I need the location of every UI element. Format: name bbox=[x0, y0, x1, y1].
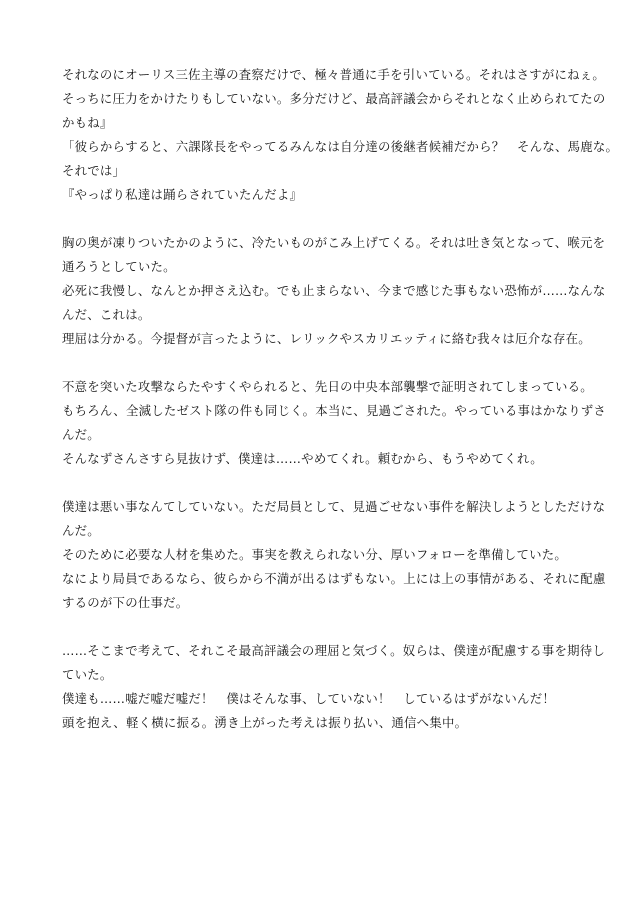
text-line: 「彼らからすると、六課隊長をやってるみんなは自分達の後継者候補だから？ そんな、馬鹿な。 bbox=[62, 139, 619, 154]
paragraph-gap bbox=[62, 615, 582, 639]
text-line: なにより局員であるなら、彼らから不満が出るはずもない。上には上の事情がある、それに配慮 bbox=[62, 571, 606, 586]
paragraph bbox=[62, 231, 606, 279]
text-line: んだ、これは。 bbox=[62, 307, 151, 322]
text-line: 理屈は分かる。今提督が言ったように、レリックやスカリエッティに絡む我々は厄介な存在。 bbox=[62, 331, 591, 346]
text-line: かもね』 bbox=[62, 115, 113, 130]
paragraph-gap bbox=[62, 351, 582, 375]
paragraph bbox=[62, 687, 582, 711]
paragraph bbox=[62, 639, 606, 687]
paragraph bbox=[62, 711, 582, 735]
paragraph-gap bbox=[62, 471, 582, 495]
text-line: 僕達は悪い事なんてしていない。ただ局員として、見過ごせない事件を解決しようとしただけな bbox=[62, 499, 606, 514]
text-line: ていた。 bbox=[62, 667, 113, 682]
text-line: 胸の奥が凍りついたかのように、冷たいものがこみ上げてくる。それは吐き気となって、喉元を bbox=[62, 235, 606, 250]
document-body bbox=[62, 63, 619, 735]
text-line: 必死に我慢し、なんとか押さえ込む。でも止まらない、今まで感じた事もない恐怖が……なんな bbox=[62, 283, 606, 298]
paragraph bbox=[62, 87, 606, 135]
paragraph bbox=[62, 399, 607, 447]
paragraph bbox=[62, 375, 593, 399]
text-line: んだ。 bbox=[62, 523, 100, 538]
paragraph bbox=[62, 543, 582, 567]
text-line: そのために必要な人材を集めた。事実を教えられない分、厚いフォローを準備していた。 bbox=[62, 547, 568, 562]
text-line: 僕達も……嘘だ嘘だ嘘だ！ 僕はそんな事、していない！ しているはずがないんだ！ bbox=[62, 691, 555, 706]
paragraph bbox=[62, 183, 582, 207]
text-line: 通ろうとしていた。 bbox=[62, 259, 176, 274]
text-line: もちろん、全滅したゼスト隊の件も同じく。本当に、見過ごされた。やっている事はかなりずさ bbox=[62, 403, 607, 418]
text-line: ……そこまで考えて、それこそ最高評議会の理屈と気づく。奴らは、僕達が配慮する事を期待し bbox=[62, 643, 606, 658]
text-line: 頭を抱え、軽く横に振る。湧き上がった考えは振り払い、通信へ集中。 bbox=[62, 715, 468, 730]
paragraph bbox=[62, 495, 606, 543]
text-line: 不意を突いた攻撃ならたやすくやられると、先日の中央本部襲撃で証明されてしまっている。 bbox=[62, 379, 593, 394]
paragraph bbox=[62, 135, 619, 183]
text-line: そっちに圧力をかけたりもしていない。多分だけど、最高評議会からそれとなく止められてたの bbox=[62, 91, 606, 106]
paragraph-gap bbox=[62, 207, 582, 231]
text-line: んだ。 bbox=[62, 427, 100, 442]
paragraph bbox=[62, 447, 582, 471]
paragraph bbox=[62, 327, 591, 351]
paragraph bbox=[62, 63, 606, 87]
paragraph bbox=[62, 279, 606, 327]
paragraph bbox=[62, 567, 606, 615]
text-line: それなのにオーリス三佐主導の査察だけで、極々普通に手を引いている。それはさすがにねぇ。 bbox=[62, 67, 606, 82]
text-line: そんなずさんさすら見抜けず、僕達は……やめてくれ。頼むから、もうやめてくれ。 bbox=[62, 451, 543, 466]
text-line: するのが下の仕事だ。 bbox=[62, 595, 189, 610]
text-line: それでは」 bbox=[62, 163, 126, 178]
text-line: 『やっぱり私達は踊らされていたんだよ』 bbox=[62, 187, 303, 202]
